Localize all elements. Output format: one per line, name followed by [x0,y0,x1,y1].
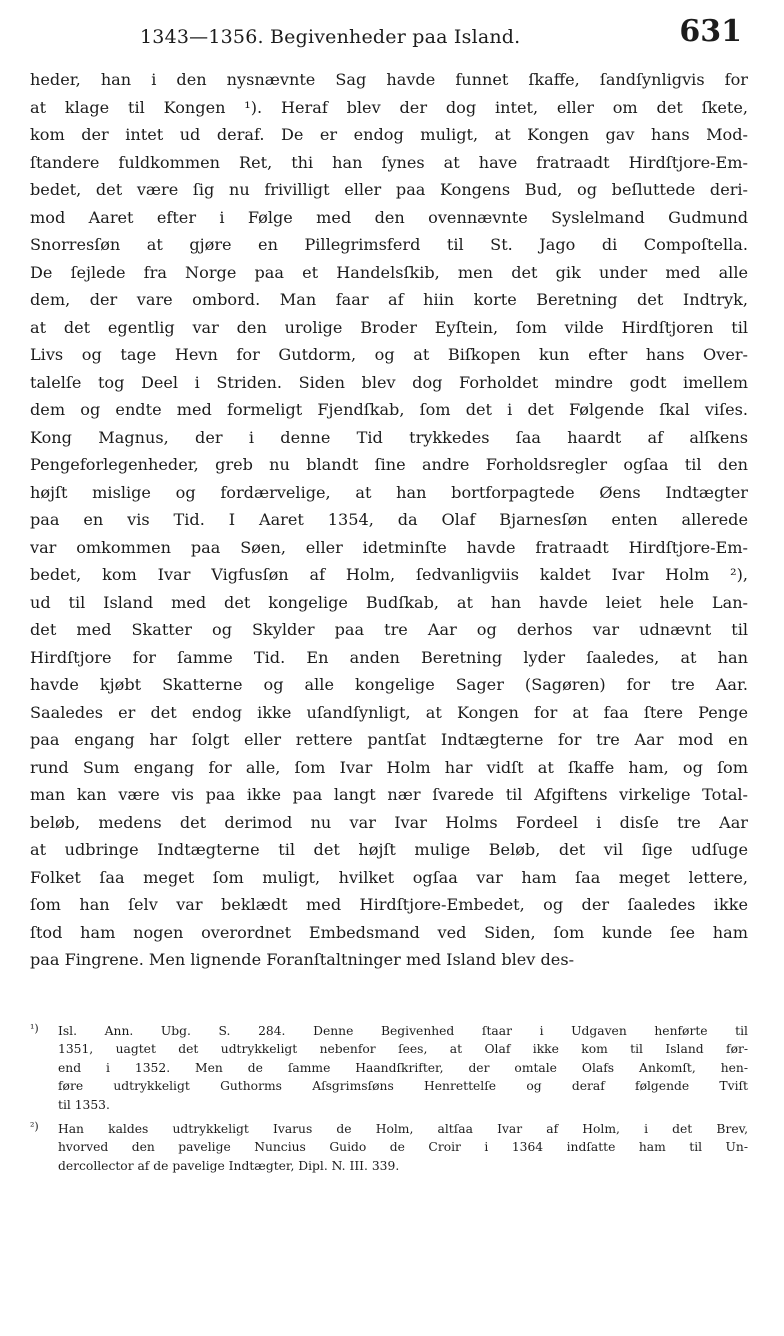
page-header [40,12,750,60]
footnote-line: dercollector af de pavelige Indtægter, Dipl. N. III. 339. [58,1158,400,1173]
text-line: Hirdſtjore for ſamme Tid. En anden Beretning lyder ſaaledes, at han [30,647,748,667]
footnotes [30,1022,748,1181]
text-line: Livs og tage Hevn for Gutdorm, og at Biſkopen kun efter hans Over- [30,345,748,364]
text-line: talelſe tog Deel i Striden. Siden blev dog Forholdet mindre godt imellem [30,372,748,392]
text-line: ſtod ham nogen overordnet Embedsmand ved Siden, ſom kunde ſee ham [30,922,748,942]
text-line: Pengeforlegenheder, greb nu blandt ſine andre Forholdsregler ogſaa til den [30,455,748,474]
text-line: Saaledes er det endog ikke uſandſynligt, at Kongen for at faa ſtere Penge [30,702,748,722]
footnote-marker: ²) [30,1120,39,1134]
text-line: beløb, medens det derimod nu var Ivar Holms Fordeel i disſe tre Aar [30,812,748,832]
text-line: at det egentlig var den urolige Broder Eyſtein, ſom vilde Hirdſtjoren til [30,317,748,337]
text-line: Snorresſøn at gjøre en Pillegrimsferd til St. Jago di Compoſtella. [30,235,748,254]
footnote-line: end i 1352. Men de ſamme Haandſkrifter, der omtale Olafs Ankomſt, hen- [58,1060,748,1075]
text-line: paa en vis Tid. I Aaret 1354, da Olaf Bjarnesſøn enten allerede [30,510,748,529]
text-line: kom der intet ud deraf. De er endog muligt, at Kongen gav hans Mod- [30,125,748,144]
footnote-marker: ¹) [30,1022,39,1035]
body-text [30,66,748,974]
text-line: mod Aaret efter i Følge med den ovennævnte Syslelmand Gudmund [30,207,748,227]
footnote [30,1120,748,1175]
text-line: De ſejlede fra Norge paa et Handelsſkib, men det gik under med alle [30,262,748,282]
footnote-line: hvorved den pavelige Nuncius Guido de Croir i 1364 indſatte ham til Un- [58,1140,748,1155]
text-line: at klage til Kongen ¹). Heraf blev der dog intet, eller om det ſkete, [30,97,748,117]
text-line: bedet, det være ſig nu frivilligt eller paa Kongens Bud, og beſluttede deri- [30,180,748,199]
text-line: paa Fingrene. Men lignende Foranſtaltninger med Island blev des- [30,950,575,969]
text-line: Folket ſaa meget ſom muligt, hvilket ogſaa var ham ſaa meget lettere, [30,867,748,887]
text-line: det med Skatter og Skylder paa tre Aar og derhos var udnævnt til [30,620,748,639]
text-line: ſom han ſelv var beklædt med Hirdſtjore-Embedet, og der ſaaledes ikke [30,895,748,914]
running-head: 1343—1356. Begivenheder paa Island. [140,26,521,48]
footnote-line: 1351, uagtet det udtrykkeligt nebenfor ſees, at Olaf ikke kom til Island før- [58,1042,748,1057]
footnote-line: til 1353. [58,1097,110,1112]
text-line: dem, der vare ombord. Man faar af hiin korte Beretning det Indtryk, [30,290,748,309]
text-line: var omkommen paa Søen, eller idetminſte havde fratraadt Hirdſtjore-Em- [30,537,748,557]
text-line: paa engang har ſolgt eller rettere pantſat Indtægterne for tre Aar mod en [30,730,748,749]
footnote-line: føre udtrykkeligt Guthorms Aſsgrimsſøns Henrettelſe og deraf følgende Tviſt [58,1079,748,1094]
footnote-line: Han kaldes udtrykkeligt Ivarus de Holm, altſaa Ivar af Holm, i det Brev, [58,1122,748,1137]
text-line: bedet, kom Ivar Vigfusſøn af Holm, ſedvanligviis kaldet Ivar Holm ²), [30,565,748,584]
text-line: man kan være vis paa ikke paa langt nær ſvarede til Afgiftens virkelige Total- [30,785,748,804]
footnote [30,1022,748,1114]
text-line: Kong Magnus, der i denne Tid trykkedes ſaa haardt af alſkens [30,427,748,447]
footnote-line: Isl. Ann. Ubg. S. 284. Denne Begivenhed ſtaar i Udgaven henførte til [58,1024,748,1038]
text-line: ud til Island med det kongelige Budſkab, at han havde leiet hele Lan- [30,592,748,612]
text-line: at udbringe Indtægterne til det højſt mulige Beløb, det vil ſige udſuge [30,840,748,859]
text-line: rund Sum engang for alle, ſom Ivar Holm har vidſt at ſkaffe ham, og ſom [30,757,748,777]
text-line: heder, han i den nysnævnte Sag havde funnet ſkaffe, ſandſynligvis for [30,70,748,89]
text-line: havde kjøbt Skatterne og alle kongelige Sager (Sagøren) for tre Aar. [30,675,748,694]
text-line: ſtandere fuldkommen Ret, thi han ſynes at have fratraadt Hirdſtjore-Em- [30,152,748,172]
text-line: højſt misligе og fordærvelige, at han bortforpagtede Øens Indtægter [30,482,748,502]
page-number: 631 [679,14,742,49]
text-line: dem og endte med formeligt Fjendſkab, ſom det i det Følgende ſkal viſes. [30,400,748,419]
